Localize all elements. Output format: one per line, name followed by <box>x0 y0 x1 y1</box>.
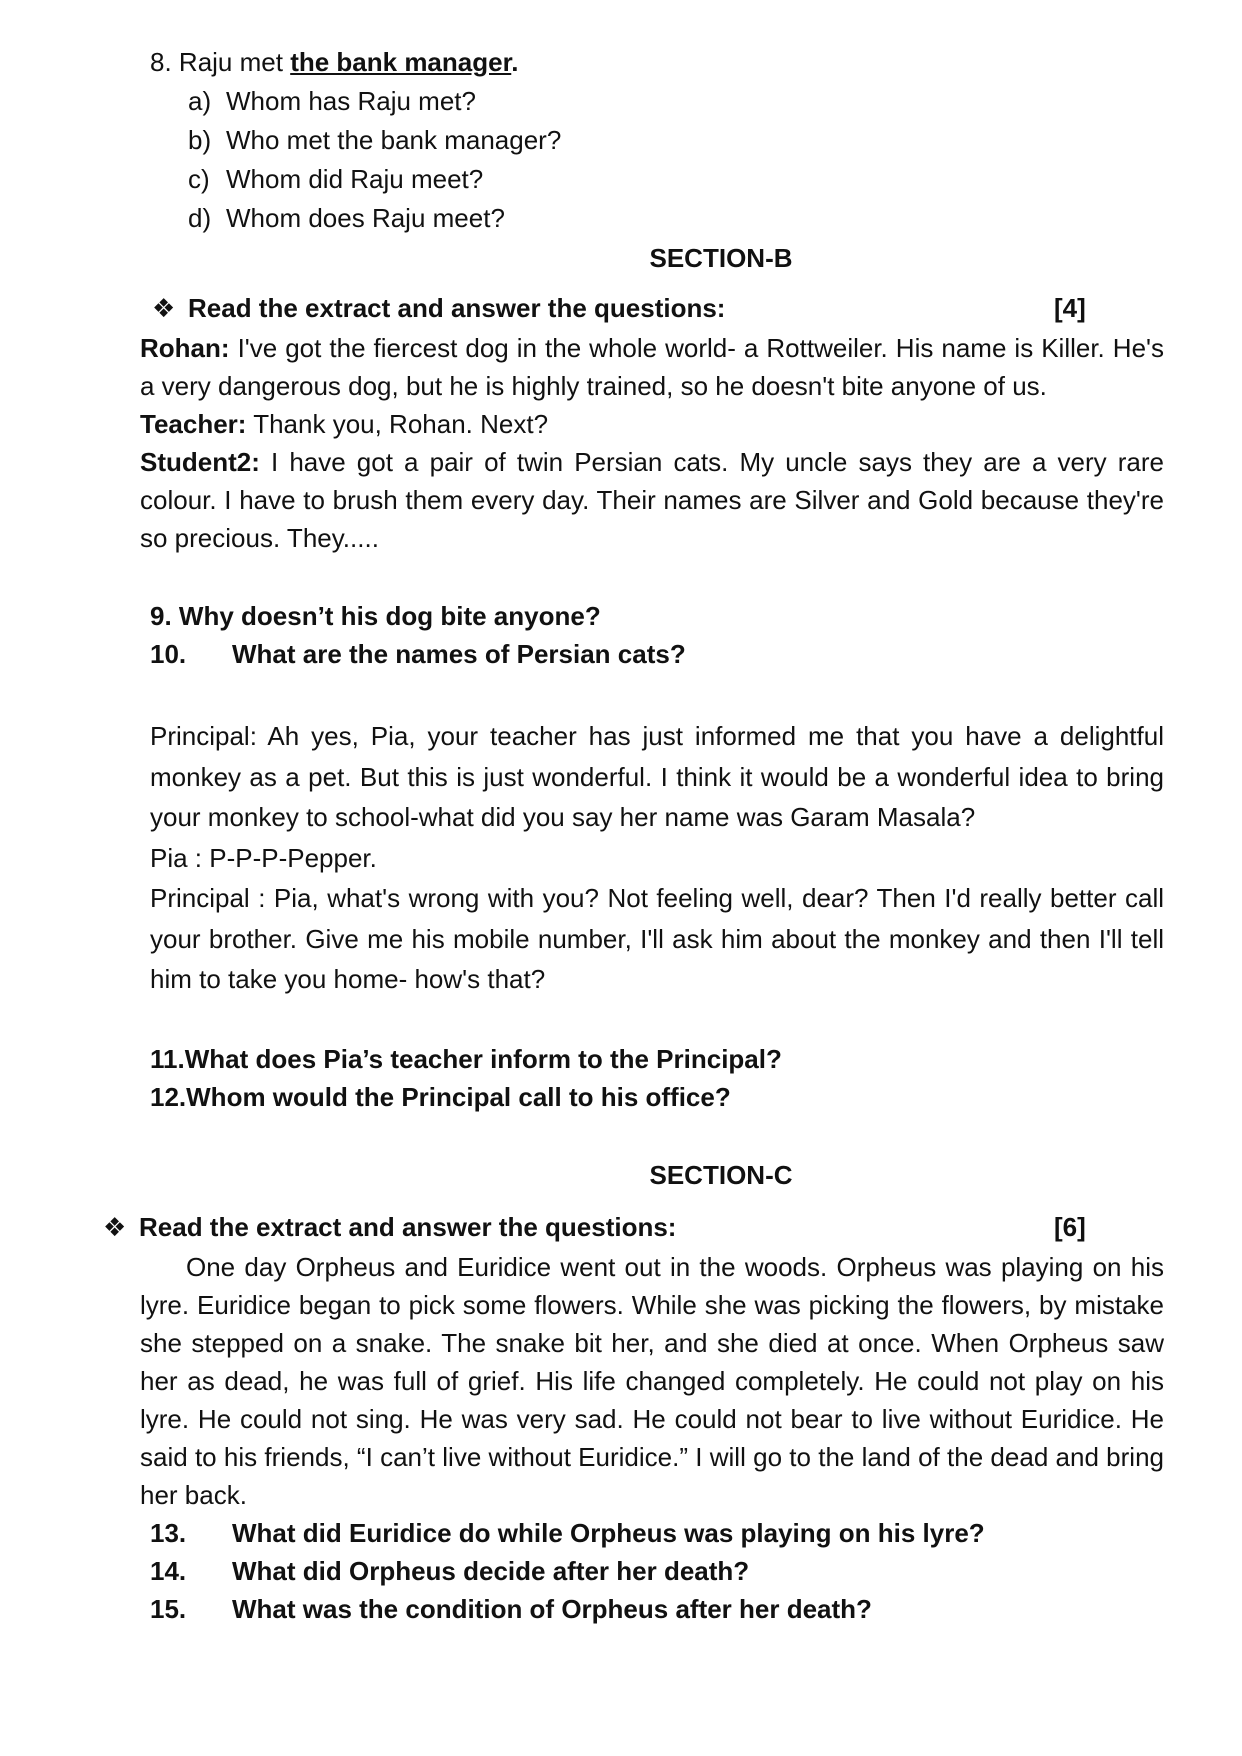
q8-underlined-phrase: the bank manager <box>290 47 512 77</box>
q8-option-c: c) Whom did Raju meet? <box>188 164 484 194</box>
dialogue-pia: Pia : P-P-P-Pepper. <box>150 842 377 873</box>
section-b-marks: [4] <box>1054 293 1086 323</box>
dialogue-principal-2: Principal : Pia, what's wrong with you? Not feeling well, dear? Then I'd really better call your brother. Give me his mobile number, I'll ask him about the monkey and then I'll tell him to take you home- how's that? <box>150 883 1164 994</box>
dialogue-principal-1: Principal: Ah yes, Pia, your teacher has just informed me that you have a delightful monkey as a pet. But this is just wonderful. I think it would be a wonderful idea to bring your monkey to school-what did you say her name was Garam Masala? <box>150 721 1164 832</box>
question-10: 10. What are the names of Persian cats? <box>150 639 686 669</box>
section-c-extract: One day Orpheus and Euridice went out in the woods. Orpheus was playing on his lyre. Euridice began to pick some flowers. While she was picking the flowers, by mistake she stepped on a snake. The snake bit her, and she died at once. When Orpheus saw her as dead, he was full of grief. His life changed completely. He could not play on his lyre. He could not sing. He was very sad. He could not bear to live without Euridice. He said to his friends, “I can’t live without Euridice.” I will go to the land of the dead and bring her back. <box>140 1252 1164 1510</box>
section-b-extract-2 <box>150 716 1164 1000</box>
dialogue-rohan: Rohan: I've got the fiercest dog in the whole world- a Rottweiler. His name is Killer. He's a very dangerous dog, but he is highly trained, so he doesn't bite anyone of us. <box>140 333 1164 401</box>
q8-option-b: b) Who met the bank manager? <box>188 125 562 155</box>
section-c-marks: [6] <box>1054 1212 1086 1242</box>
dialogue-teacher: Teacher: Thank you, Rohan. Next? <box>140 409 549 439</box>
q8-option-a: a) Whom has Raju met? <box>188 86 476 116</box>
q8-suffix: . <box>511 47 519 77</box>
section-c-title: SECTION-C <box>649 1160 793 1190</box>
q8-number: 8. <box>150 47 172 77</box>
dialogue-student2: Student2: I have got a pair of twin Persian cats. My uncle says they are a very rare colour. I have to brush them every day. Their names are Silver and Gold because they're so precious. They..... <box>140 447 1164 553</box>
question-11: 11.What does Pia’s teacher inform to the Principal? <box>150 1044 782 1074</box>
section-b-extract-1 <box>140 329 1164 557</box>
q8-prefix: Raju met <box>178 47 291 77</box>
question-15: 15. What was the condition of Orpheus after her death? <box>150 1594 872 1624</box>
question-13: 13. What did Euridice do while Orpheus was playing on his lyre? <box>150 1518 985 1548</box>
section-c-instruction: ❖ Read the extract and answer the questions: <box>103 1209 676 1245</box>
q8-option-d: d) Whom does Raju meet? <box>188 203 505 233</box>
diamond-bullet-icon: ❖ <box>152 293 176 323</box>
section-b-title: SECTION-B <box>649 243 793 273</box>
question-9: 9. Why doesn’t his dog bite anyone? <box>150 601 601 631</box>
question-12: 12.Whom would the Principal call to his office? <box>150 1082 731 1112</box>
q8-stem <box>150 44 519 80</box>
question-14: 14. What did Orpheus decide after her death? <box>150 1556 750 1586</box>
section-b-instruction: ❖ Read the extract and answer the questions: <box>152 290 725 326</box>
diamond-bullet-icon: ❖ <box>103 1212 127 1242</box>
